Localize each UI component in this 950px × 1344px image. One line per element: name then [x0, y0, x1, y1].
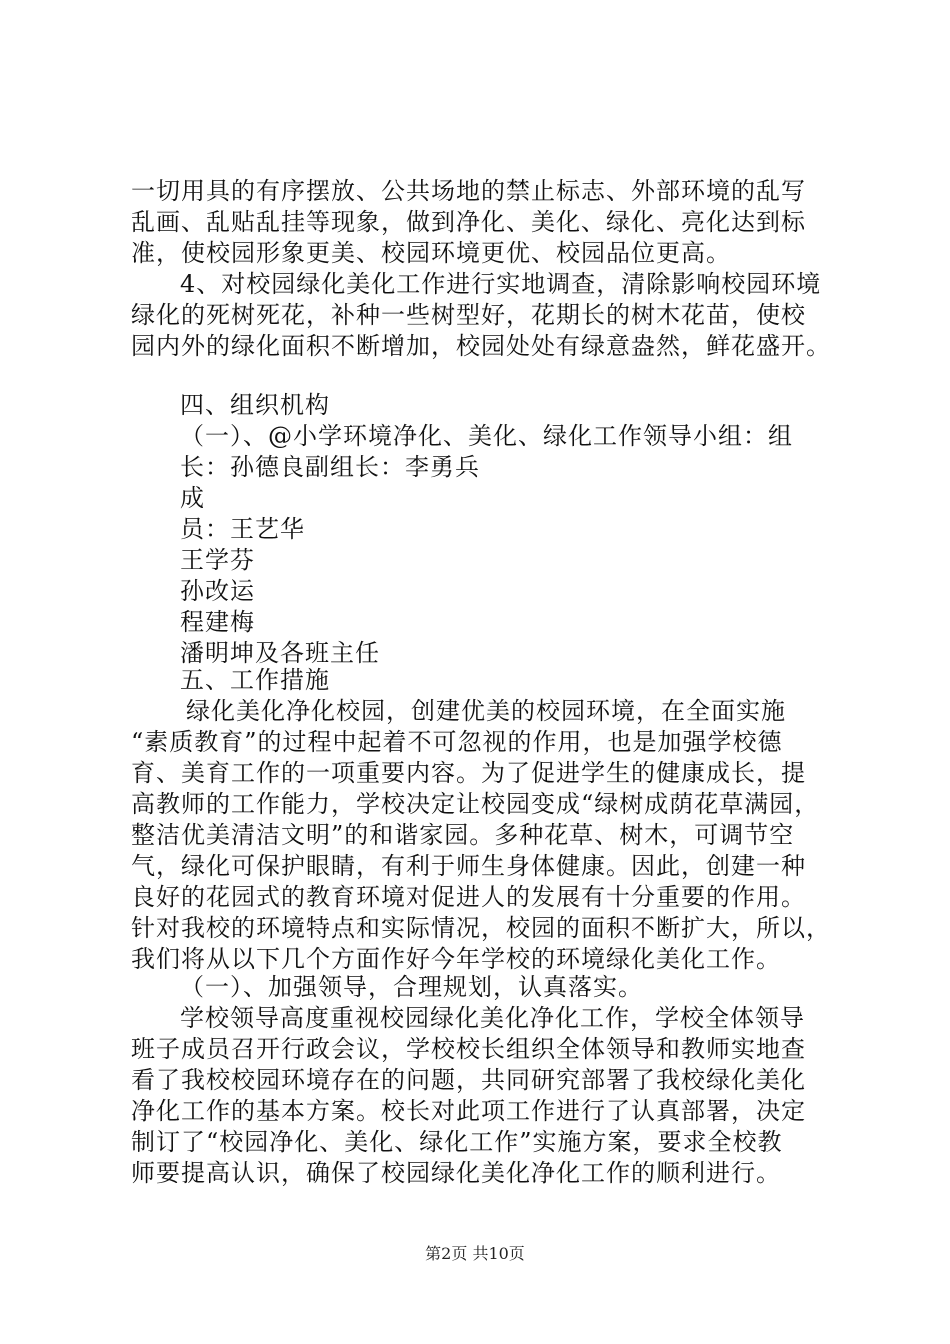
- text-line: 整洁优美清洁文明”的和谐家园。多种花草、树木，可调节空: [131, 821, 795, 849]
- section-heading: 五、工作措施: [180, 666, 330, 694]
- text-line: 成: [180, 484, 205, 512]
- text-line: 孙改运: [180, 577, 255, 605]
- text-line: 学校领导高度重视校园绿化美化净化工作，学校全体领导: [180, 1004, 805, 1032]
- text-line: （一）、@小学环境净化、美化、绿化工作领导小组：组: [180, 422, 793, 450]
- text-line: 乱画、乱贴乱挂等现象，做到净化、美化、绿化、亮化达到标: [131, 208, 806, 236]
- text-line: 我们将从以下几个方面作好今年学校的环境绿化美化工作。: [131, 945, 781, 973]
- text-line: 长：孙德良副组长：李勇兵: [180, 453, 480, 481]
- page-number-footer: 第2页 共10页: [425, 1244, 525, 1263]
- text-line: 4、对校园绿化美化工作进行实地调查，清除影响校园环境: [180, 270, 822, 298]
- text-line: 园内外的绿化面积不断增加，校园处处有绿意盎然，鲜花盛开。: [131, 332, 831, 360]
- text-line: 程建梅: [180, 608, 255, 636]
- section-heading: 四、组织机构: [180, 391, 330, 419]
- text-line: 王学芬: [180, 546, 255, 574]
- text-line: 育、美育工作的一项重要内容。为了促进学生的健康成长，提: [131, 759, 806, 787]
- text-line: 制订了“校园净化、美化、绿化工作”实施方案，要求全校教: [131, 1128, 783, 1156]
- text-line: 高教师的工作能力，学校决定让校园变成“绿树成荫花草满园，: [131, 790, 820, 818]
- text-line: 气，绿化可保护眼睛，有利于师生身体健康。因此，创建一种: [131, 852, 806, 880]
- text-line: 看了我校校园环境存在的问题，共同研究部署了我校绿化美化: [131, 1066, 806, 1094]
- text-line: 师要提高认识，确保了校园绿化美化净化工作的顺利进行。: [131, 1159, 781, 1187]
- text-line: 准，使校园形象更美、校园环境更优、校园品位更高。: [131, 239, 731, 267]
- text-line: “素质教育”的过程中起着不可忽视的作用，也是加强学校德: [131, 728, 783, 756]
- text-line: 一切用具的有序摆放、公共场地的禁止标志、外部环境的乱写: [131, 177, 806, 205]
- text-line: 良好的花园式的教育环境对促进人的发展有十分重要的作用。: [131, 883, 806, 911]
- text-line: 净化工作的基本方案。校长对此项工作进行了认真部署，决定: [131, 1097, 806, 1125]
- text-line: 班子成员召开行政会议，学校校长组织全体领导和教师实地查: [131, 1035, 806, 1063]
- text-line: 员：王艺华: [180, 515, 305, 543]
- text-line: 绿化的死树死花，补种一些树型好，花期长的树木花苗，使校: [131, 301, 806, 329]
- subsection-heading: （一）、加强领导，合理规划，认真落实。: [180, 973, 643, 1001]
- text-line: 潘明坤及各班主任: [180, 639, 380, 667]
- text-line: 绿化美化净化校园，创建优美的校园环境，在全面实施: [186, 697, 786, 725]
- text-line: 针对我校的环境特点和实际情况，校园的面积不断扩大，所以，: [131, 914, 831, 942]
